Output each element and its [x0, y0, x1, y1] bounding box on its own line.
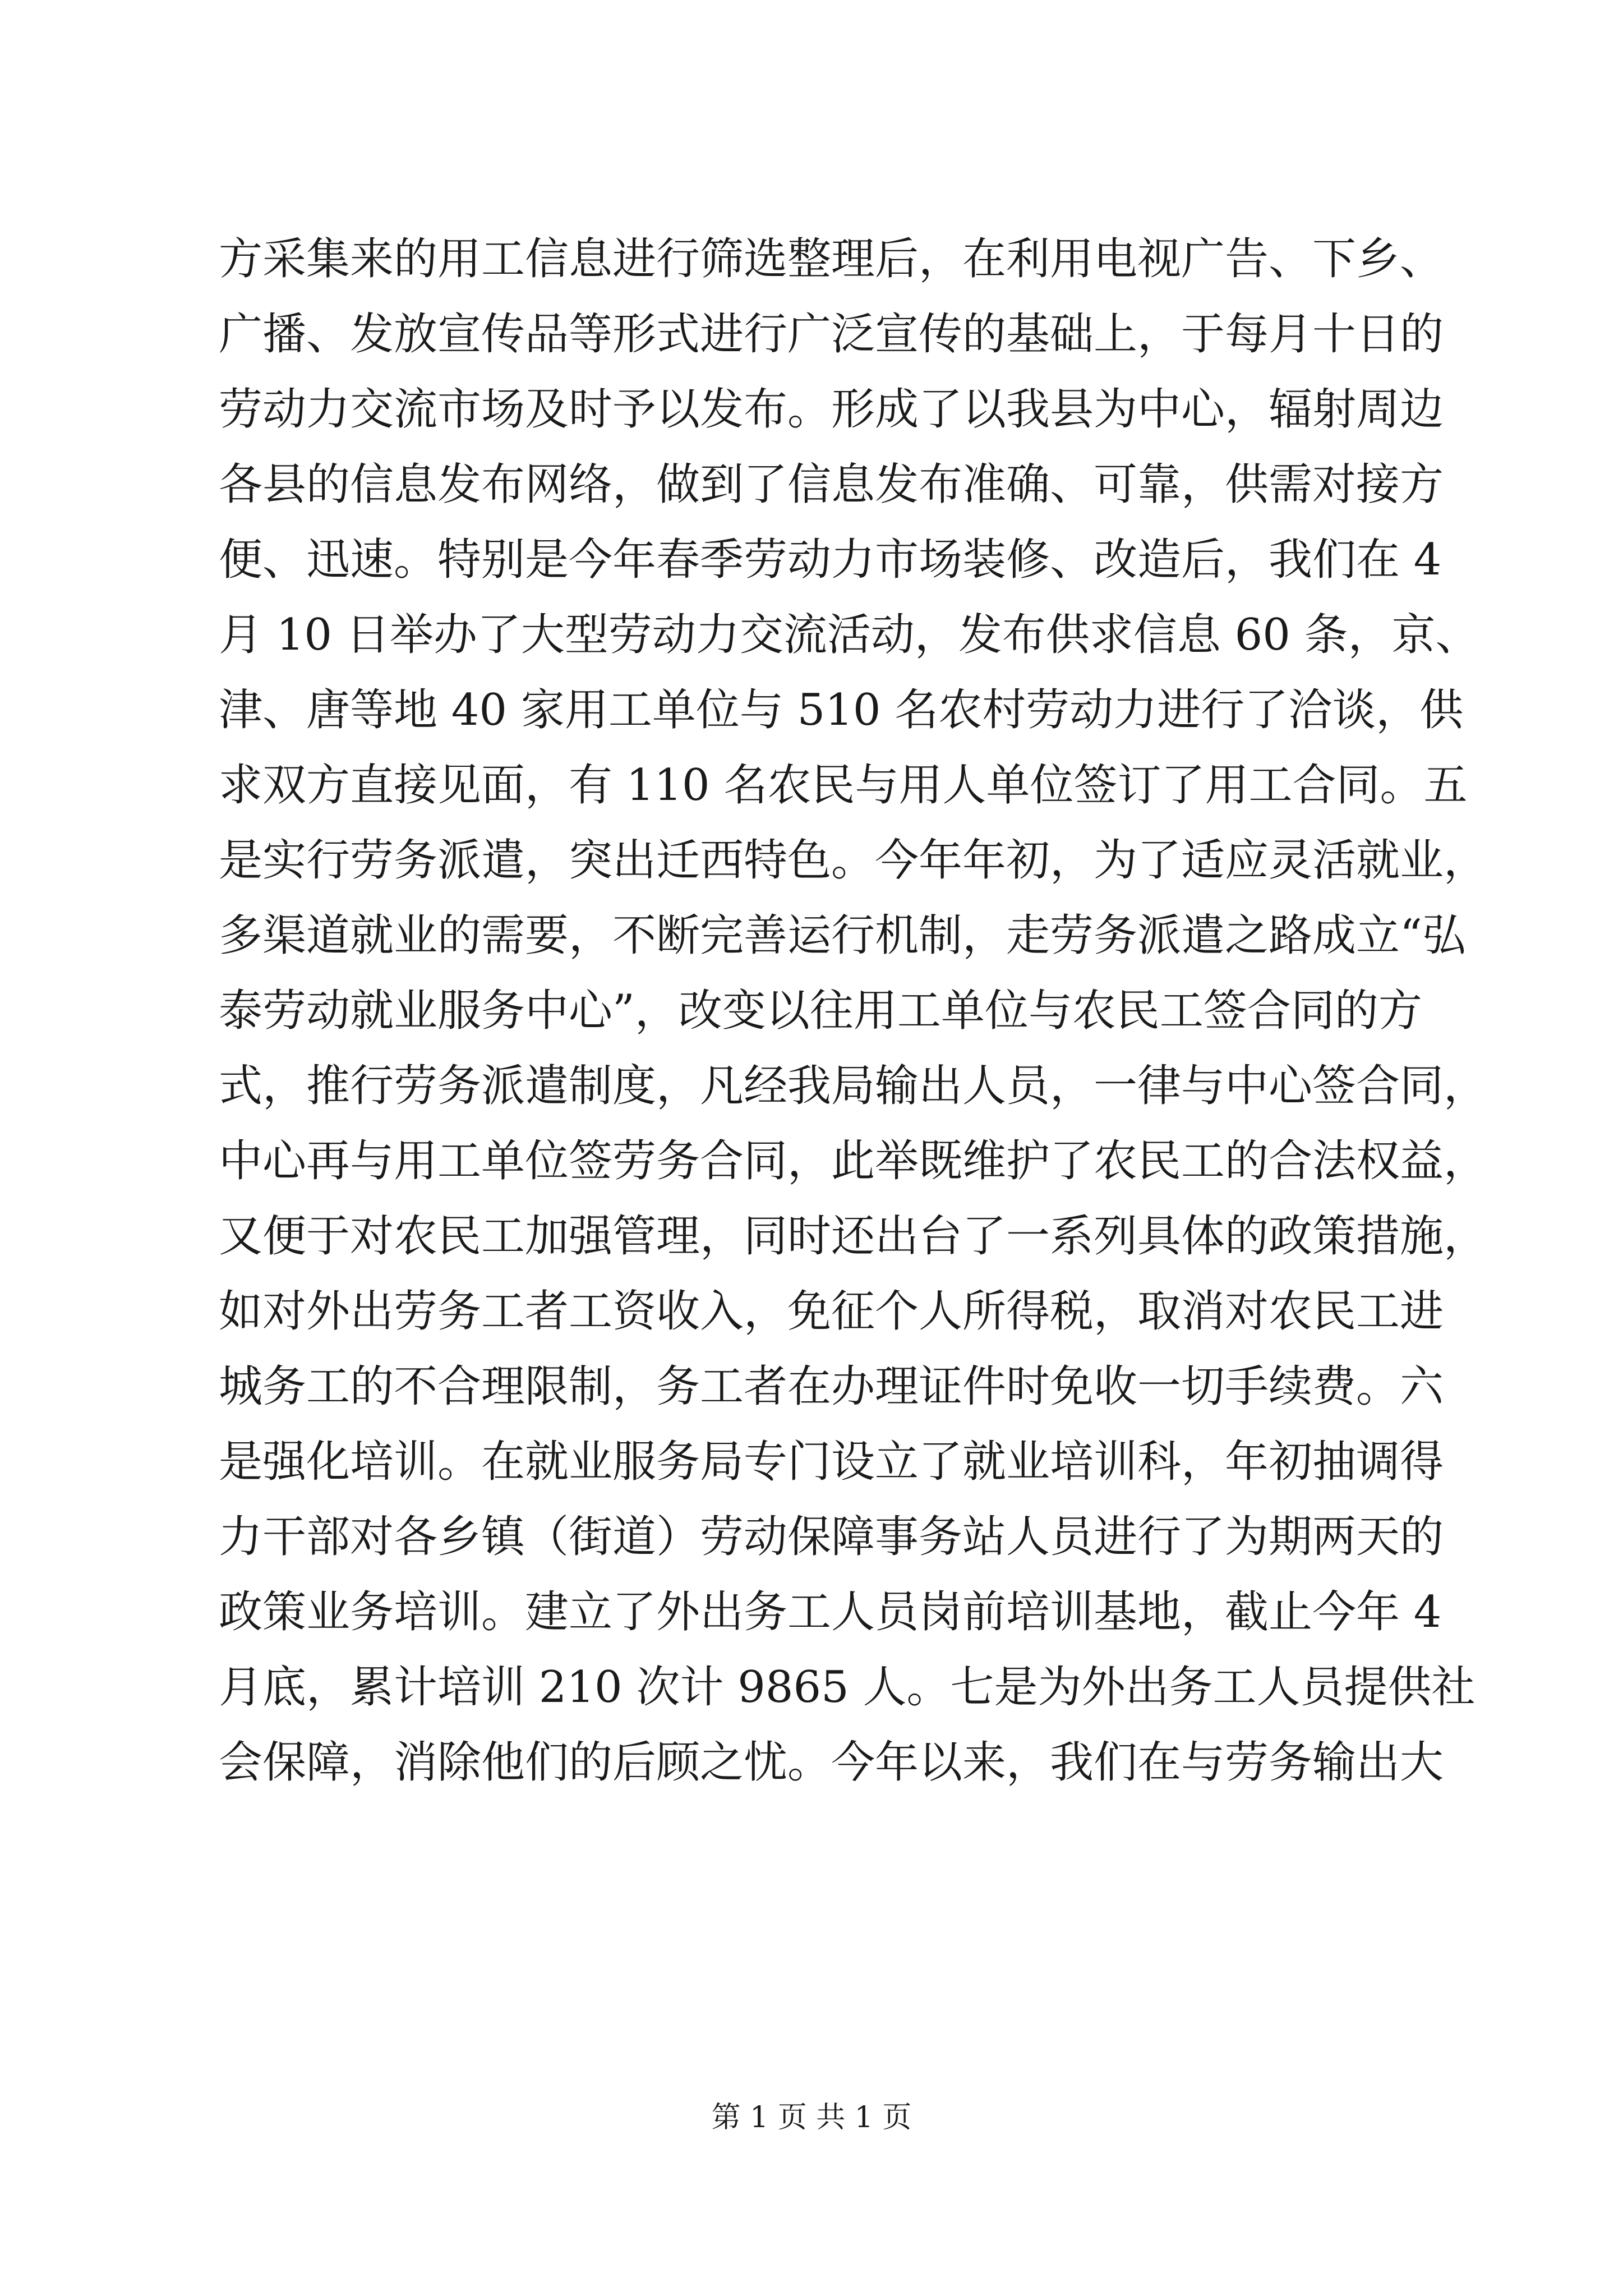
text-line-1: 方采集来的用工信息进行筛选整理后，在利用电视广告、下乡、 [219, 234, 1444, 284]
text-line-11: 泰劳动就业服务中心”，改变以往用工单位与农民工签合同的方 [219, 986, 1422, 1036]
text-line-20: 月底，累计培训 210 次计 9865 人。七是为外出务工人员提供社 [219, 1662, 1476, 1713]
text-line-18: 力干部对各乡镇（街道）劳动保障事务站人员进行了为期两天的 [219, 1512, 1444, 1562]
text-line-3: 劳动力交流市场及时予以发布。形成了以我县为中心，辐射周边 [219, 384, 1444, 435]
page-number-label: 第 1 页 共 1 页 [711, 2101, 912, 2134]
text-line-14: 又便于对农民工加强管理，同时还出台了一系列具体的政策措施， [219, 1211, 1488, 1262]
text-line-15: 如对外出劳务工者工资收入，免征个人所得税，取消对农民工进 [219, 1286, 1444, 1337]
text-line-8: 求双方直接见面，有 110 名农民与用人单位签订了用工合同。五 [219, 760, 1468, 811]
text-line-10: 多渠道就业的需要，不断完善运行机制，走劳务派遣之路成立“弘 [219, 910, 1466, 961]
text-line-19: 政策业务培训。建立了外出务工人员岗前培训基地，截止今年 4 [219, 1587, 1442, 1637]
text-line-12: 式，推行劳务派遣制度，凡经我局输出人员，一律与中心签合同， [219, 1061, 1488, 1111]
text-line-6: 月 10 日举办了大型劳动力交流活动，发布供求信息 60 条，京、 [219, 610, 1479, 660]
page-footer [0, 2098, 1623, 2137]
text-line-16: 城务工的不合理限制，务工者在办理证件时免收一切手续费。六 [219, 1361, 1444, 1412]
text-line-17: 是强化培训。在就业服务局专门设立了就业培训科，年初抽调得 [219, 1437, 1444, 1487]
text-line-5: 便、迅速。特别是今年春季劳动力市场装修、改造后，我们在 4 [219, 535, 1442, 585]
text-line-4: 各县的信息发布网络，做到了信息发布准确、可靠，供需对接方 [219, 459, 1444, 510]
text-line-9: 是实行劳务派遣，突出迁西特色。今年年初，为了适应灵活就业， [219, 835, 1488, 886]
text-line-2: 广播、发放宣传品等形式进行广泛宣传的基础上，于每月十日的 [219, 309, 1444, 360]
text-line-7: 津、唐等地 40 家用工单位与 510 名农村劳动力进行了洽谈，供 [219, 685, 1464, 735]
body-paragraph [219, 222, 1488, 1800]
text-line-21: 会保障，消除他们的后顾之忧。今年以来，我们在与劳务输出大 [219, 1737, 1444, 1788]
text-line-13: 中心再与用工单位签劳务合同，此举既维护了农民工的合法权益， [219, 1136, 1488, 1186]
